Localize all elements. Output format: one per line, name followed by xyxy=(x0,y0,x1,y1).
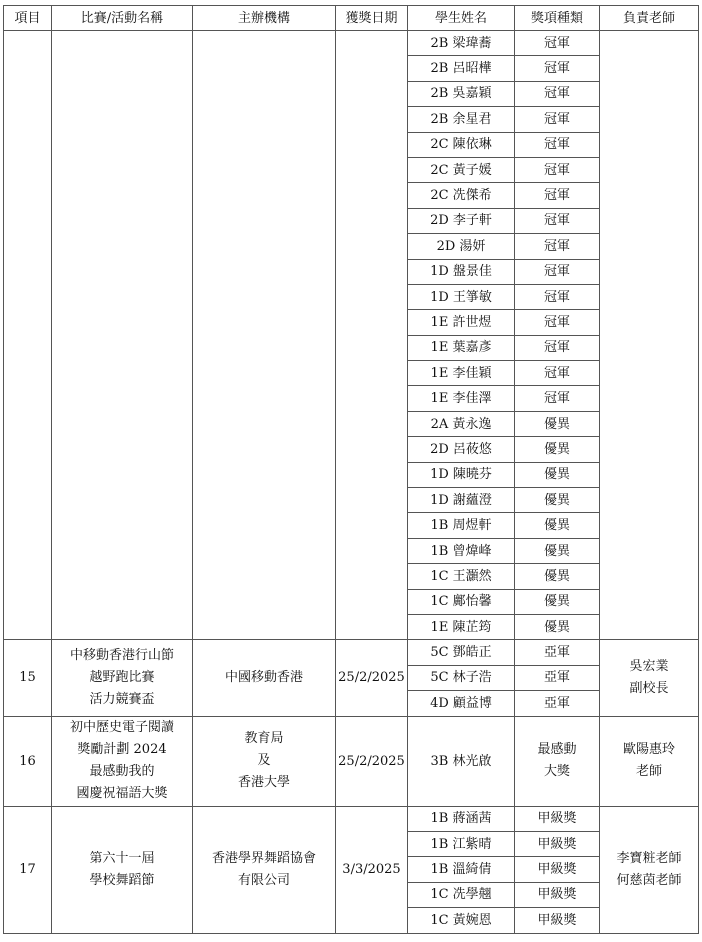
teacher-cell xyxy=(600,806,699,933)
student-name-cell: 2B 吳嘉穎 xyxy=(408,81,515,106)
event-line: 第六十一屆 xyxy=(89,850,155,866)
student-name-cell: 1C 冼學翹 xyxy=(408,882,515,907)
teacher-line: 歐陽惠玲 xyxy=(622,742,675,758)
date-cell: 25/2/2025 xyxy=(336,716,408,806)
award-cell: 冠軍 xyxy=(515,157,600,182)
student-name-cell: 5C 鄧皓正 xyxy=(408,640,515,665)
date-cell: 25/2/2025 xyxy=(336,640,408,716)
student-name-cell: 1B 江紫晴 xyxy=(408,831,515,856)
teacher-line: 吳宏業 xyxy=(629,658,669,674)
organizer-line: 香港大學 xyxy=(237,775,290,791)
student-name-cell: 1E 許世煜 xyxy=(408,310,515,335)
event-line: 初中歷史電子閱讀 xyxy=(69,720,174,736)
date-cell: 3/3/2025 xyxy=(336,806,408,933)
award-cell: 冠軍 xyxy=(515,386,600,411)
student-name-cell: 1C 黃婉恩 xyxy=(408,908,515,933)
item-no-cell: 15 xyxy=(4,640,52,716)
event-cell xyxy=(52,806,193,933)
student-name-cell: 1D 王箏敏 xyxy=(408,284,515,309)
student-name-cell: 2C 冼傑希 xyxy=(408,183,515,208)
award-cell: 冠軍 xyxy=(515,107,600,132)
organizer-cell xyxy=(193,806,336,933)
award-cell: 優異 xyxy=(515,462,600,487)
event-line: 學校舞蹈節 xyxy=(89,872,155,888)
student-name-cell: 2D 湯妍 xyxy=(408,234,515,259)
teacher-cell xyxy=(600,31,699,640)
header-event: 比賽/活動名稱 xyxy=(52,6,193,31)
date-cell xyxy=(336,31,408,640)
student-name-cell: 1E 李佳澤 xyxy=(408,386,515,411)
award-cell: 冠軍 xyxy=(515,284,600,309)
award-cell: 冠軍 xyxy=(515,31,600,56)
event-line: 最感動我的 xyxy=(89,764,155,780)
organizer-line: 及 xyxy=(257,753,271,769)
header-item-no: 項目 xyxy=(4,6,52,31)
organizer-cell xyxy=(193,640,336,716)
event-cell xyxy=(52,31,193,640)
table-row xyxy=(4,806,699,831)
awards-table xyxy=(3,5,699,934)
award-cell: 甲級獎 xyxy=(515,806,600,831)
student-name-cell: 1C 王灝然 xyxy=(408,564,515,589)
student-name-cell: 5C 林子浩 xyxy=(408,665,515,690)
student-name-cell: 2C 陳依琳 xyxy=(408,132,515,157)
event-line: 獎勵計劃 2024 xyxy=(77,742,167,758)
student-name-cell: 1E 李佳穎 xyxy=(408,361,515,386)
teacher-line: 副校長 xyxy=(629,680,669,696)
award-cell: 甲級獎 xyxy=(515,908,600,933)
header-row xyxy=(4,6,699,31)
award-cell: 優異 xyxy=(515,513,600,538)
student-name-cell: 1B 溫綺倩 xyxy=(408,857,515,882)
award-cell: 優異 xyxy=(515,411,600,436)
header-teacher: 負責老師 xyxy=(600,6,699,31)
student-name-cell: 3B 林光啟 xyxy=(408,716,515,806)
student-name-cell: 2B 梁瑋蕎 xyxy=(408,31,515,56)
header-student: 學生姓名 xyxy=(408,6,515,31)
organizer-cell xyxy=(193,716,336,806)
event-line: 越野跑比賽 xyxy=(89,669,155,685)
award-line: 大獎 xyxy=(543,764,570,780)
award-cell: 冠軍 xyxy=(515,259,600,284)
student-name-cell: 1D 陳曉芬 xyxy=(408,462,515,487)
award-cell: 冠軍 xyxy=(515,132,600,157)
teacher-line: 老師 xyxy=(635,764,662,780)
award-cell: 冠軍 xyxy=(515,81,600,106)
student-name-cell: 2D 李子軒 xyxy=(408,208,515,233)
award-cell: 甲級獎 xyxy=(515,857,600,882)
organizer-line: 中國移動香港 xyxy=(224,669,303,685)
organizer-line: 香港學界舞蹈協會 xyxy=(211,850,316,866)
organizer-cell xyxy=(193,31,336,640)
header-award: 獎項種類 xyxy=(515,6,600,31)
header-organizer: 主辦機構 xyxy=(193,6,336,31)
header-date: 獲獎日期 xyxy=(336,6,408,31)
award-cell: 冠軍 xyxy=(515,335,600,360)
award-cell: 冠軍 xyxy=(515,56,600,81)
student-name-cell: 1D 謝蘊澄 xyxy=(408,488,515,513)
award-cell: 冠軍 xyxy=(515,234,600,259)
award-cell: 亞軍 xyxy=(515,665,600,690)
student-name-cell: 2B 余星君 xyxy=(408,107,515,132)
table-row xyxy=(4,31,699,56)
student-name-cell: 1C 鄺怡馨 xyxy=(408,589,515,614)
award-cell: 優異 xyxy=(515,437,600,462)
item-no-cell: 17 xyxy=(4,806,52,933)
item-no-cell: 16 xyxy=(4,716,52,806)
award-cell: 冠軍 xyxy=(515,361,600,386)
award-cell: 優異 xyxy=(515,614,600,639)
student-name-cell: 2C 黃子媛 xyxy=(408,157,515,182)
award-cell: 甲級獎 xyxy=(515,882,600,907)
award-cell: 優異 xyxy=(515,564,600,589)
award-cell: 優異 xyxy=(515,538,600,563)
organizer-line: 有限公司 xyxy=(237,872,290,888)
student-name-cell: 1D 盤景佳 xyxy=(408,259,515,284)
award-cell: 冠軍 xyxy=(515,183,600,208)
event-line: 活力競賽盃 xyxy=(89,691,155,707)
event-cell xyxy=(52,640,193,716)
award-cell: 優異 xyxy=(515,589,600,614)
teacher-cell xyxy=(600,640,699,716)
award-cell: 冠軍 xyxy=(515,208,600,233)
student-name-cell: 2A 黃永逸 xyxy=(408,411,515,436)
student-name-cell: 1B 蔣涵茜 xyxy=(408,806,515,831)
organizer-line: 教育局 xyxy=(244,731,284,747)
event-cell xyxy=(52,716,193,806)
award-line: 最感動 xyxy=(537,742,577,758)
table-row xyxy=(4,716,699,806)
teacher-cell xyxy=(600,716,699,806)
teacher-line: 李寶粧老師 xyxy=(616,850,682,866)
event-line: 中移動香港行山節 xyxy=(69,647,174,663)
student-name-cell: 1E 陳芷筠 xyxy=(408,614,515,639)
student-name-cell: 1B 周煜軒 xyxy=(408,513,515,538)
award-cell xyxy=(515,716,600,806)
teacher-line: 何慈茵老師 xyxy=(616,872,682,888)
item-no-cell xyxy=(4,31,52,640)
table-row xyxy=(4,640,699,665)
award-cell: 優異 xyxy=(515,488,600,513)
event-line: 國慶祝福語大獎 xyxy=(76,786,168,802)
award-cell: 亞軍 xyxy=(515,691,600,716)
student-name-cell: 1E 葉嘉彥 xyxy=(408,335,515,360)
student-name-cell: 2D 呂莜悠 xyxy=(408,437,515,462)
student-name-cell: 4D 顧益博 xyxy=(408,691,515,716)
student-name-cell: 2B 呂昭樺 xyxy=(408,56,515,81)
student-name-cell: 1B 曾煒峰 xyxy=(408,538,515,563)
award-cell: 冠軍 xyxy=(515,310,600,335)
award-cell: 亞軍 xyxy=(515,640,600,665)
award-cell: 甲級獎 xyxy=(515,831,600,856)
